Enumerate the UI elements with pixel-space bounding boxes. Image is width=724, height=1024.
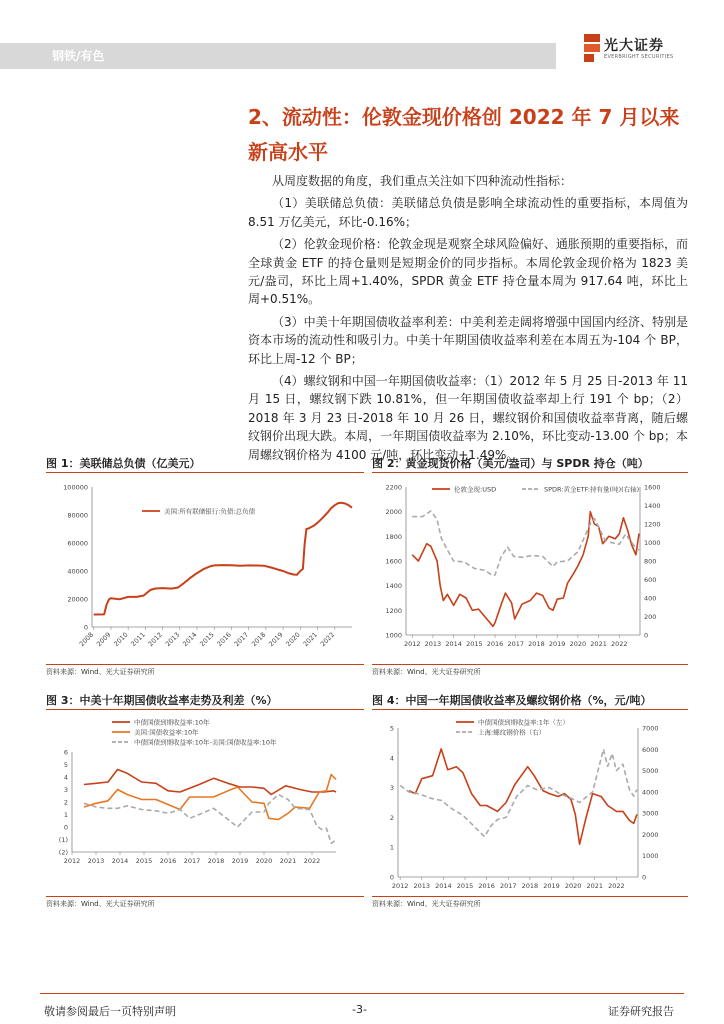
y-tick-label: 0 — [83, 623, 88, 632]
legend-label: 美国:国债收益率:10年 — [134, 728, 199, 737]
paragraph-spread: （3）中美十年期国债收益率利差：中美利差走阔将增强中国国内经济、特别是资本市场的流动性和吸引力。中美十年期国债收益率利差在本周五为-104 个 BP，环比上周-12 个 BP； — [248, 314, 688, 366]
series-line — [84, 775, 336, 820]
x-tick-label: 2020 — [255, 857, 273, 865]
y-tick-label: 2 — [389, 813, 394, 822]
page-number: -3- — [352, 1003, 367, 1016]
legend-label: SPDR:黄金ETF:持有量(吨)(右轴) — [544, 485, 640, 494]
y-right-tick-label: 0 — [644, 631, 649, 640]
figure-4-title: 图 4：中国一年期国债收益率及螺纹钢价格（%，元/吨） — [372, 694, 652, 707]
y-tick-label: 100000 — [63, 483, 88, 492]
logo-text-en: EVERBRIGHT SECURITIES — [604, 54, 674, 60]
y-tick-label: 1 — [389, 843, 394, 852]
paragraph-rebar: （4）螺纹钢和中国一年期国债收益率：（1）2012 年 5 月 25 日-2013 年 11 月 15 日，螺纹钢下跌 10.81%，但一年期国债收益率却上行 191 个 bp；（2）2018 年 3 月 23 日-2018 年 10 月 26 日，螺纹钢价和国债收益率背离，随后螺纹钢价出现大跌。本周，一年期国债收益率为 2.10%，环比变动-13.00 个 bp；本周螺纹钢价格为 4100 元/吨，环比变动+1.49%。 — [248, 374, 688, 462]
y-right-tick-label: 1200 — [644, 520, 661, 529]
series-line — [94, 503, 352, 615]
y-tick-label: 40000 — [67, 567, 88, 576]
y-right-tick-label: 1400 — [644, 502, 661, 510]
y-tick-label: 3 — [389, 784, 394, 793]
body-text — [248, 172, 688, 468]
x-tick-label: 2017 — [232, 630, 251, 649]
footer-disclaimer-link[interactable]: 敬请参阅最后一页特别声明 — [44, 1005, 176, 1018]
y-right-tick-label: 5000 — [642, 767, 659, 776]
y-tick-label: 1200 — [385, 606, 402, 615]
figure-1 — [46, 455, 366, 680]
y-tick-label: 0 — [63, 823, 68, 832]
y-right-tick-label: 3000 — [642, 809, 659, 818]
logo-text-cn: 光大证券 — [604, 38, 664, 54]
figure-4 — [372, 692, 692, 912]
x-tick-label: 2019 — [548, 640, 566, 648]
x-tick-label: 2014 — [111, 857, 129, 865]
x-tick-label: 2018 — [207, 857, 225, 865]
figure-1-source: 资料来源：Wind、光大证券研究所 — [46, 668, 155, 676]
x-tick-label: 2019 — [543, 882, 560, 890]
company-logo — [584, 30, 694, 70]
figure-2-chart — [372, 475, 692, 665]
x-tick-label: 2016 — [159, 857, 177, 865]
x-tick-label: 2022 — [611, 640, 628, 648]
figure-3-title: 图 3：中美十年期国债收益率走势及利差（%） — [46, 694, 278, 707]
x-tick-label: 2021 — [590, 640, 607, 648]
x-tick-label: 2018 — [521, 882, 539, 890]
legend-label: 上海:螺纹钢价格（右） — [478, 728, 546, 737]
figure-2 — [372, 455, 692, 680]
x-tick-label: 2020 — [569, 640, 587, 648]
paragraph-fed: （1）美联储总负债：美联储总负债是影响全球流动性的重要指标，本周值为 8.51 万亿美元，环比-0.16%； — [248, 196, 688, 229]
series-line — [400, 749, 637, 836]
x-tick-label: 2022 — [303, 857, 321, 865]
x-tick-label: 2021 — [301, 630, 319, 649]
figure-1-title: 图 1：美联储总负债（亿美元） — [46, 457, 201, 470]
x-tick-label: 2019 — [231, 857, 249, 865]
x-tick-label: 2020 — [284, 630, 302, 649]
series-line — [84, 770, 336, 795]
y-tick-label: 1400 — [385, 582, 402, 591]
series-line — [412, 512, 639, 627]
x-tick-label: 2017 — [499, 882, 517, 890]
section-title: 2、流动性：伦敦金现价格创 2022 年 7 月以来新高水平 — [248, 105, 680, 164]
x-tick-label: 2008 — [77, 630, 96, 649]
x-tick-label: 2013 — [87, 857, 105, 865]
x-tick-label: 2012 — [403, 640, 421, 648]
x-tick-label: 2013 — [424, 640, 442, 648]
x-tick-label: 2016 — [478, 882, 495, 890]
legend-label: 伦敦金现:USD — [454, 485, 497, 494]
series-line — [409, 749, 637, 844]
x-tick-label: 2013 — [163, 630, 182, 649]
y-tick-label: 4 — [63, 773, 68, 782]
x-tick-label: 2018 — [249, 630, 268, 649]
x-tick-label: 2015 — [198, 630, 216, 649]
header-bar — [0, 43, 556, 69]
y-right-tick-label: 1000 — [642, 852, 659, 861]
y-right-tick-label: 600 — [644, 576, 657, 584]
y-tick-label: 5 — [63, 761, 68, 769]
figure-2-source: 资料来源：Wind、光大证券研究所 — [372, 668, 481, 676]
y-right-tick-label: 0 — [642, 873, 647, 882]
x-tick-label: 2022 — [318, 630, 337, 649]
x-tick-label: 2013 — [413, 882, 431, 890]
logo-mark-icon — [584, 34, 600, 62]
x-tick-label: 2015 — [456, 882, 474, 890]
y-tick-label: 0 — [389, 873, 394, 882]
y-tick-label: 2200 — [385, 483, 402, 492]
footer-rule — [40, 993, 684, 994]
figure-3-source: 资料来源：Wind、光大证券研究所 — [46, 900, 155, 908]
x-tick-label: 2016 — [215, 630, 233, 649]
y-right-tick-label: 400 — [644, 594, 657, 603]
x-tick-label: 2015 — [466, 640, 483, 648]
x-tick-label: 2017 — [507, 640, 525, 648]
x-tick-label: 2022 — [608, 882, 625, 890]
y-right-tick-label: 7000 — [642, 724, 659, 733]
x-tick-label: 2012 — [63, 857, 81, 865]
y-tick-label: 1000 — [385, 631, 402, 640]
x-tick-label: 2020 — [564, 882, 582, 890]
y-tick-label: 2000 — [385, 508, 402, 517]
x-tick-label: 2012 — [391, 882, 409, 890]
legend-label: 美国:所有联储银行:负债:总负债 — [164, 507, 256, 516]
y-tick-label: 20000 — [67, 595, 88, 604]
figure-4-source: 资料来源：Wind、光大证券研究所 — [372, 900, 481, 908]
sector-label: 钢铁/有色 — [52, 49, 105, 63]
paragraph-gold: （2）伦敦金现价格：伦敦金现是观察全球风险偏好、通胀预期的重要指标，而全球黄金 ETF 的持仓量则是短期金价的同步指标。本周伦敦金现价格为 1823 美元/盎司，环比上周+1.40%，SPDR 黄金 ETF 持仓量本周为 917.64 吨，环比上周+0.51%。 — [248, 237, 688, 307]
y-tick-label: 2 — [63, 798, 68, 807]
y-tick-label: 1 — [63, 811, 68, 819]
figure-4-chart — [372, 712, 692, 902]
y-tick-label: (1) — [58, 836, 68, 844]
y-tick-label: (2) — [58, 848, 68, 857]
paragraph-intro: 从周度数据的角度，我们重点关注如下四种流动性指标： — [272, 174, 573, 188]
x-tick-label: 2009 — [94, 630, 113, 649]
series-line — [84, 795, 336, 844]
x-tick-label: 2021 — [586, 882, 604, 890]
x-tick-label: 2019 — [267, 630, 285, 649]
y-right-tick-label: 1000 — [644, 539, 661, 547]
y-tick-label: 60000 — [67, 539, 88, 548]
y-tick-label: 3 — [63, 786, 68, 794]
y-tick-label: 6 — [63, 748, 68, 757]
x-tick-label: 2017 — [183, 857, 201, 865]
y-right-tick-label: 1600 — [644, 483, 661, 492]
x-tick-label: 2011 — [129, 630, 147, 649]
x-tick-label: 2015 — [135, 857, 153, 865]
y-right-tick-label: 800 — [644, 557, 657, 566]
figure-1-chart — [46, 475, 366, 665]
x-tick-label: 2014 — [445, 640, 462, 648]
y-right-tick-label: 200 — [644, 613, 657, 621]
y-tick-label: 5 — [389, 724, 394, 733]
figure-2-title: 图 2：黄金现货价格（美元/盎司）与 SPDR 持仓（吨） — [372, 457, 649, 470]
x-tick-label: 2014 — [181, 630, 199, 649]
figure-3 — [46, 692, 366, 912]
footer-report-type: 证券研究报告 — [608, 1005, 674, 1018]
x-tick-label: 2018 — [528, 640, 545, 648]
x-tick-label: 2021 — [279, 857, 297, 865]
y-tick-label: 80000 — [67, 511, 88, 520]
x-tick-label: 2010 — [112, 630, 130, 649]
x-tick-label: 2012 — [146, 630, 165, 649]
y-right-tick-label: 6000 — [642, 745, 659, 754]
x-tick-label: 2014 — [435, 882, 452, 890]
series-line — [412, 511, 639, 576]
y-tick-label: 4 — [389, 754, 394, 763]
legend-label: 中债国债到期收益率:10年-美国:国债收益率:10年 — [134, 738, 277, 747]
figure-3-chart — [46, 712, 366, 902]
y-right-tick-label: 2000 — [642, 830, 659, 839]
x-tick-label: 2016 — [486, 640, 504, 648]
y-tick-label: 1800 — [385, 532, 402, 541]
y-right-tick-label: 4000 — [642, 788, 659, 797]
legend-label: 中债国债到期收益率:10年 — [134, 718, 210, 727]
legend-label: 中债国债到期收益率:1年（左） — [478, 718, 569, 727]
y-tick-label: 1600 — [385, 557, 402, 566]
